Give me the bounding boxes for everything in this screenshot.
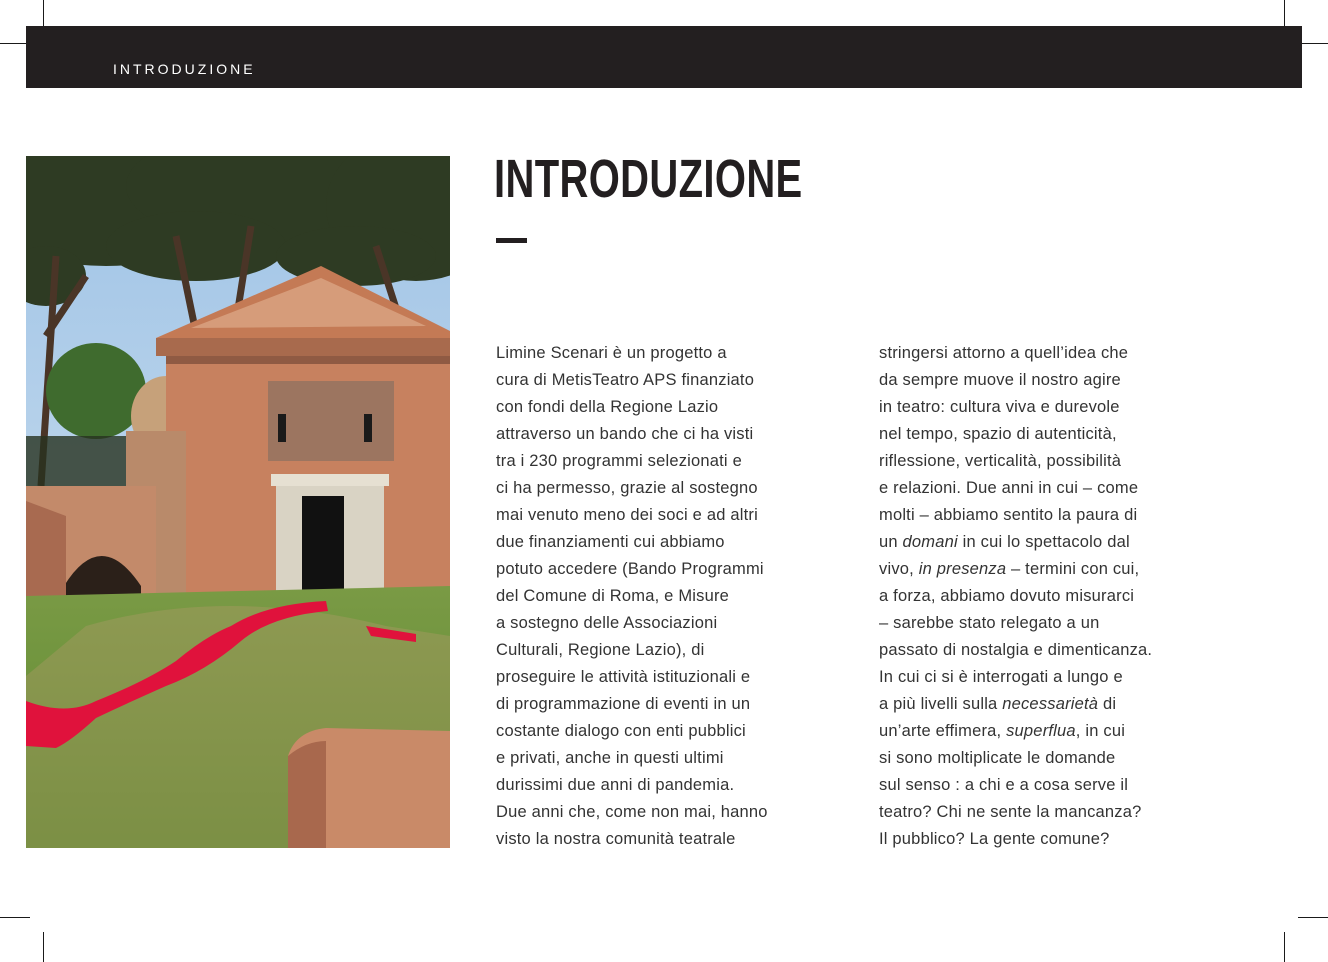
text-line bbox=[879, 691, 1229, 718]
crop-mark bbox=[43, 932, 44, 962]
tomb-photo bbox=[26, 156, 450, 848]
text-line: proseguire le attività istituzionali e bbox=[496, 668, 751, 686]
text-line: potuto accedere (Bando Programmi bbox=[496, 560, 764, 578]
text-line: con fondi della Regione Lazio bbox=[496, 398, 719, 416]
text-run: , in cui bbox=[1075, 722, 1126, 740]
italic-term: superflua bbox=[1006, 722, 1076, 740]
italic-term: necessarietà bbox=[1002, 695, 1099, 713]
text-line: mai venuto meno dei soci e ad altri bbox=[496, 506, 758, 524]
text-line: cura di MetisTeatro APS finanziato bbox=[496, 371, 755, 389]
text-line: attraverso un bando che ci ha visti bbox=[496, 425, 754, 443]
text-line: costante dialogo con enti pubblici bbox=[496, 722, 746, 740]
text-run: a più livelli sulla bbox=[879, 695, 1003, 713]
text-line: Il pubblico? La gente comune? bbox=[879, 830, 1110, 848]
text-run: di bbox=[1098, 695, 1117, 713]
text-line: Due anni che, come non mai, hanno bbox=[496, 803, 768, 821]
italic-term: in presenza bbox=[918, 560, 1007, 578]
text-line: a forza, abbiamo dovuto misurarci bbox=[879, 587, 1135, 605]
text-line: Culturali, Regione Lazio), di bbox=[496, 641, 705, 659]
text-line: del Comune di Roma, e Misure bbox=[496, 587, 730, 605]
text-line: In cui ci si è interrogati a lungo e bbox=[879, 668, 1123, 686]
text-line: visto la nostra comunità teatrale bbox=[496, 830, 736, 848]
crop-mark bbox=[1298, 43, 1328, 44]
text-line bbox=[879, 718, 1229, 745]
text-run: vivo, bbox=[879, 560, 919, 578]
title-underline bbox=[496, 238, 527, 243]
niche bbox=[268, 381, 394, 461]
text-line: si sono moltiplicate le domande bbox=[879, 749, 1116, 767]
text-run: in cui lo spettacolo dal bbox=[957, 533, 1130, 551]
page-title: INTRODUZIONE bbox=[494, 149, 803, 209]
text-line: due finanziamenti cui abbiamo bbox=[496, 533, 725, 551]
text-line: stringersi attorno a quell’idea che bbox=[879, 344, 1129, 362]
text-line: sul senso : a chi e a cosa serve il bbox=[879, 776, 1129, 794]
running-header: INTRODUZIONE bbox=[113, 61, 256, 77]
text-line: molti – abbiamo sentito la paura di bbox=[879, 506, 1138, 524]
header-bar bbox=[26, 26, 1302, 88]
text-run: – termini con cui, bbox=[1006, 560, 1140, 578]
text-line: da sempre muove il nostro agire bbox=[879, 371, 1121, 389]
text-run: un bbox=[879, 533, 903, 551]
crop-mark bbox=[1284, 932, 1285, 962]
text-line: a sostegno delle Associazioni bbox=[496, 614, 718, 632]
text-line: – sarebbe stato relegato a un bbox=[879, 614, 1100, 632]
text-line: in teatro: cultura viva e durevole bbox=[879, 398, 1120, 416]
text-line: ci ha permesso, grazie al sostegno bbox=[496, 479, 758, 497]
text-line: durissimi due anni di pandemia. bbox=[496, 776, 735, 794]
text-line: e privati, anche in questi ultimi bbox=[496, 749, 724, 767]
text-line: Limine Scenari è un progetto a bbox=[496, 344, 727, 362]
text-column-right bbox=[879, 340, 1229, 853]
green-tree bbox=[46, 343, 146, 439]
text-line bbox=[879, 529, 1229, 556]
crop-mark bbox=[1298, 917, 1328, 918]
crop-mark bbox=[0, 917, 30, 918]
italic-term: domani bbox=[902, 533, 958, 551]
text-run: un’arte effimera, bbox=[879, 722, 1007, 740]
text-line: tra i 230 programmi selezionati e bbox=[496, 452, 742, 470]
text-line: nel tempo, spazio di autenticità, bbox=[879, 425, 1117, 443]
text-column-left bbox=[496, 340, 836, 853]
text-line: teatro? Chi ne sente la mancanza? bbox=[879, 803, 1142, 821]
text-line: di programmazione di eventi in un bbox=[496, 695, 751, 713]
text-line: e relazioni. Due anni in cui – come bbox=[879, 479, 1139, 497]
doorway bbox=[302, 496, 344, 598]
text-line bbox=[879, 556, 1229, 583]
text-line: riflessione, verticalità, possibilità bbox=[879, 452, 1122, 470]
text-line: passato di nostalgia e dimenticanza. bbox=[879, 641, 1153, 659]
